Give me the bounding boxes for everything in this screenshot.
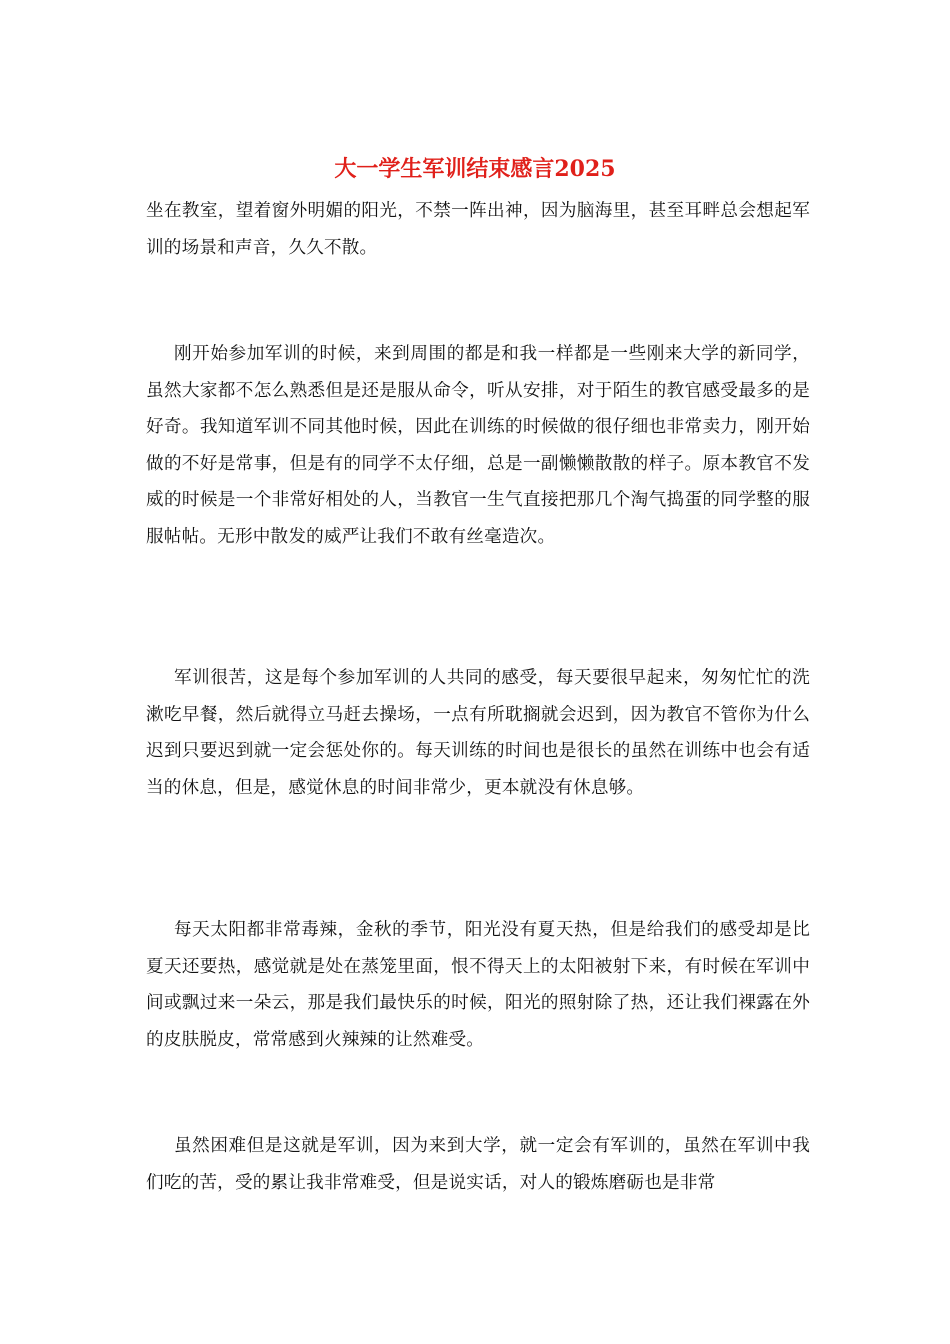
paragraph-2: 刚开始参加军训的时候，来到周围的都是和我一样都是一些刚来大学的新同学，虽然大家都不怎么熟悉但是还是服从命令，听从安排，对于陌生的教官感受最多的是好奇。我知道军训不同其他时候，因此在训练的时候做的很仔细也非常卖力，刚开始做的不好是常事，但是有的同学不太仔细，总是一副懒懒散散的样子。原本教官不发威的时候是一个非常好相处的人，当教官一生气直接把那几个淘气捣蛋的同学整的服服帖帖。无形中散发的威严让我们不敢有丝毫造次。 (146, 344, 810, 547)
paragraph-5: 虽然困难但是这就是军训，因为来到大学，就一定会有军训的，虽然在军训中我们吃的苦，受的累让我非常难受，但是说实话，对人的锻炼磨砺也是非常 (146, 1136, 810, 1193)
paragraph-4: 每天太阳都非常毒辣，金秋的季节，阳光没有夏天热，但是给我们的感受却是比夏天还要热，感觉就是处在蒸笼里面，恨不得天上的太阳被射下来，有时候在军训中间或飘过来一朵云，那是我们最快乐的时候，阳光的照射除了热，还让我们裸露在外的皮肤脱皮，常常感到火辣辣的让然难受。 (146, 920, 810, 1050)
document-title: 大一学生军训结束感言2025 (334, 156, 616, 182)
paragraph-3: 军训很苦，这是每个参加军训的人共同的感受，每天要很早起来，匆匆忙忙的洗漱吃早餐，然后就得立马赶去操场，一点有所耽搁就会迟到，因为教官不管你为什么迟到只要迟到就一定会惩处你的。每天训练的时间也是很长的虽然在训练中也会有适当的休息，但是，感觉休息的时间非常少，更本就没有休息够。 (146, 668, 810, 798)
paragraph-1: 坐在教室，望着窗外明媚的阳光，不禁一阵出神，因为脑海里，甚至耳畔总会想起军训的场景和声音，久久不散。 (146, 201, 810, 258)
